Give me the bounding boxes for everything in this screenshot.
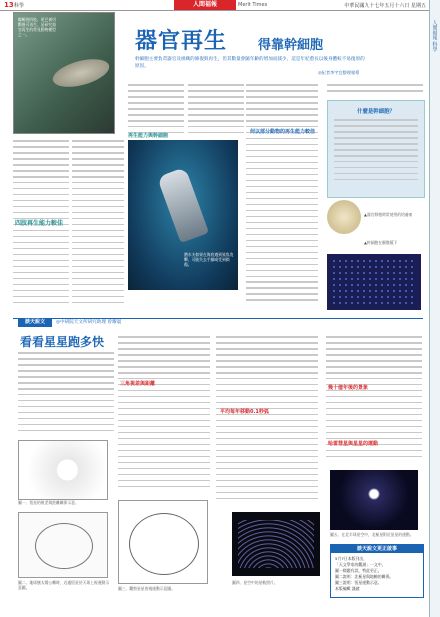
figure-4-caption: 圖四、星空中的星軌照片。 <box>232 580 278 585</box>
figure-2-orbit <box>18 512 108 578</box>
hero-photo-salamander <box>13 12 115 134</box>
right-strip-label: 人間福報 科學 <box>431 20 438 52</box>
notice-line: 本版編輯 謹啟 <box>335 586 360 591</box>
photo-diver-underwater <box>128 140 238 290</box>
stem-cells-caption: ▲幹細胞在顯微鏡下 <box>364 240 398 245</box>
article2-col3-text <box>216 336 318 506</box>
page-header <box>0 0 440 11</box>
figure-1-caption: 圖一、恆星的視差與距離關係示意。 <box>18 500 79 505</box>
article1-dek: 幹細胞主要負責器官及組織的修復與再生，但其數量會隨年齡的增加而減少，這是年紀愈長以後身體較不易復原的原因。 <box>135 57 365 69</box>
article1-title: 器官再生 <box>135 29 228 54</box>
notice-line: 「天文學家的觀測」一文中， <box>335 562 386 567</box>
article1-title-suffix: 得靠幹細胞 <box>258 38 324 53</box>
section2-tag: 談天說文 <box>18 318 52 327</box>
figure-3-motion <box>118 500 208 584</box>
sidebar-what-is-stem-cell <box>327 100 425 198</box>
logo-subtitle: Merit Times <box>238 2 268 8</box>
article2-col1-text <box>18 352 114 438</box>
diver-caption: 潛水夫如果在海底遇到鯊魚攻擊，可能失去手腳或受到損傷。 <box>184 252 234 267</box>
figure-2-caption: 圖二、地球繞太陽公轉時，近處恆星於天球上視運動示意圖。 <box>18 580 110 590</box>
petri-caption: ▲器官移植時常使用的培養皿 <box>364 212 413 217</box>
figure-4-star-trails <box>232 512 320 576</box>
figure-3-caption: 圖三、觀察星星的視運動示意圖。 <box>118 586 175 591</box>
sidebar-title: 什麼是幹細胞？ <box>357 109 395 115</box>
section-name: 科學 <box>14 3 25 9</box>
article1-subhead-2: 再生能力與幹細胞 <box>128 133 169 139</box>
correction-notice <box>330 544 424 598</box>
article2-subhead-3: 幾十億年後的景象 <box>328 385 369 391</box>
article1-col2-text <box>72 140 124 310</box>
notice-line: 圖二說明：北極星與地軸的關係。 <box>335 574 394 579</box>
notice-line: 圖一標題有誤，特此更正。 <box>335 568 382 573</box>
article2-subhead-1: 三角視差與距離 <box>120 381 156 387</box>
article2-title: 看看星星跑多快 <box>20 335 105 349</box>
article2-subhead-4: 哈雷彗星與星星的運動 <box>328 441 379 447</box>
photo-petri-dish <box>327 200 361 234</box>
sidebar-text <box>334 119 418 191</box>
figure-5-polaris <box>330 470 418 530</box>
figure-5-caption: 圖五、在北半球星空中，北極星附近星星的運動。 <box>330 532 414 537</box>
article1-col4-text <box>188 84 244 138</box>
hero-caption: 蠑螈的四肢、尾巴被切斷後可再生，是研究器官再生的常見動物模型之一。 <box>18 17 56 37</box>
newspaper-logo: 人間福報 <box>174 0 236 10</box>
article1-subhead-3: 何以部分動物的再生能力較佳 <box>250 129 316 135</box>
article1-byline: ◎紀者李宇宜整理報導 <box>318 70 360 75</box>
page-number: 13 <box>4 1 14 9</box>
right-edge-strip <box>429 0 440 617</box>
issue-date: 中華民國九十七年五月十六日 星期五 <box>344 3 426 9</box>
figure-1-parallax <box>18 440 108 500</box>
article1-subhead-1: 四肢再生能力較佳 <box>15 220 64 227</box>
notice-line: 圖三說明：恆星運動示意。 <box>335 580 382 585</box>
article2-subhead-2: 平均每年移動0.1秒弧 <box>220 409 269 415</box>
article1-col5-text <box>246 84 318 310</box>
article1-col6-text <box>327 84 423 98</box>
notice-title: 談天說文更正啟事 <box>331 545 423 553</box>
section2-author: ◎中研院天文所研究助理 曾耀寰 <box>56 320 122 325</box>
article2-col2-text <box>118 336 210 496</box>
notice-line: 5月7日本版刊出， <box>335 556 368 561</box>
diver-figure <box>157 167 209 243</box>
photo-stem-cells <box>327 254 421 310</box>
article1-col3-text <box>128 84 184 138</box>
salamander-shape <box>50 54 112 92</box>
